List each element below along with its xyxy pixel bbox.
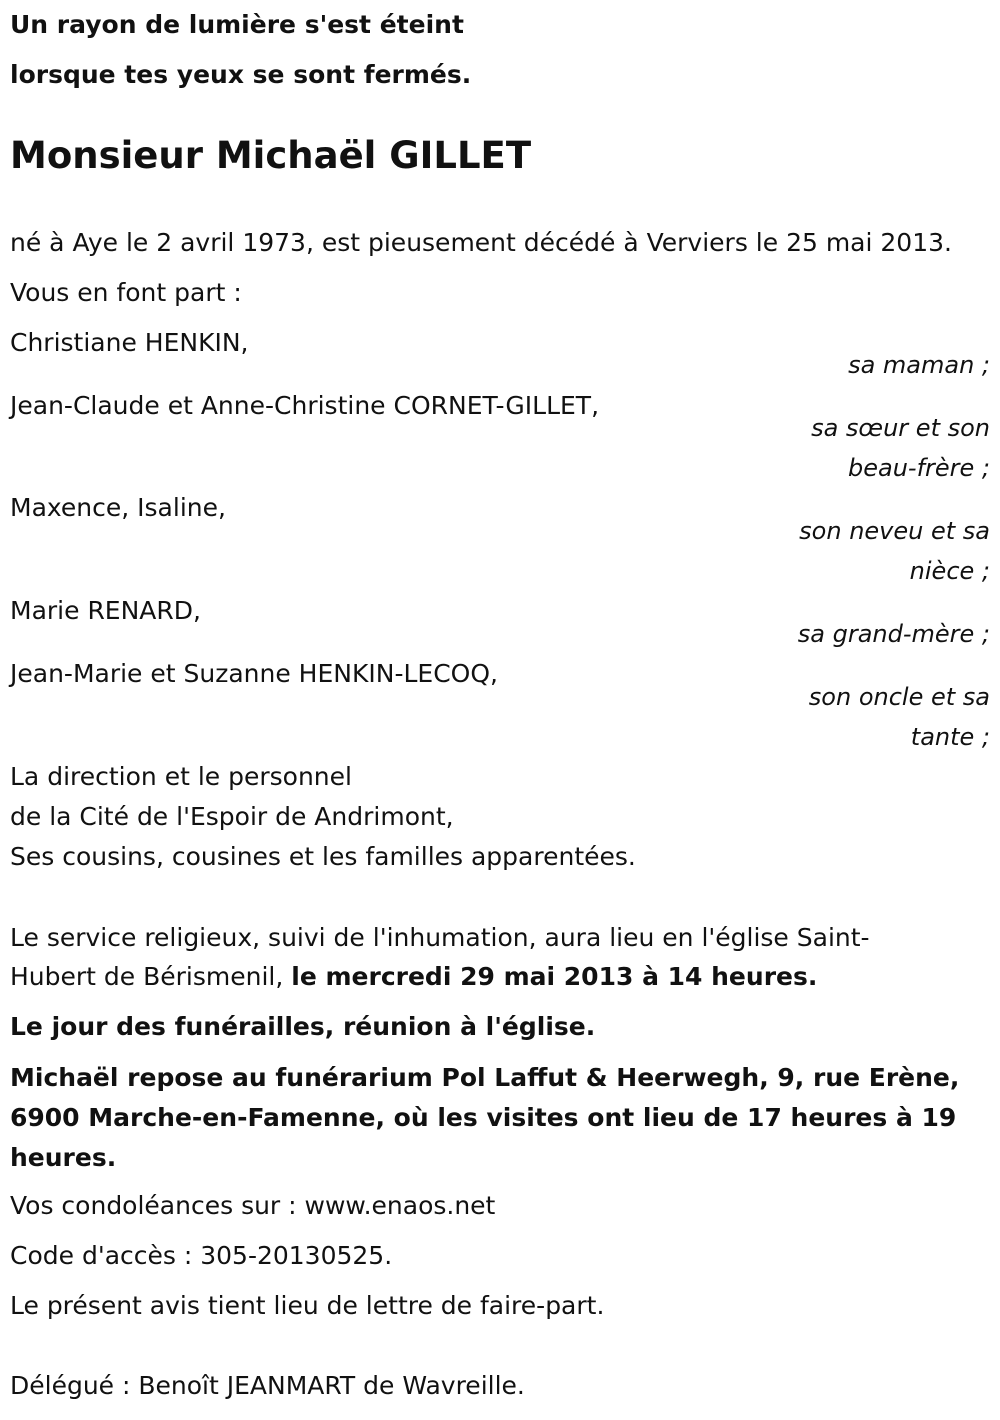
others-line: Ses cousins, cousines et les familles apparentées. (10, 842, 636, 871)
family-relation: son neveu et sa (799, 517, 990, 545)
family-relation: son oncle et sa (808, 683, 990, 711)
service-line-2 (10, 962, 817, 992)
family-relation: sa maman ; (848, 351, 990, 379)
family-relation: nièce ; (909, 557, 990, 585)
family-relation: tante ; (910, 723, 990, 751)
reunion-line: Le jour des funérailles, réunion à l'église. (10, 1012, 596, 1041)
family-member-name: Marie RENARD, (10, 596, 201, 625)
others-line: de la Cité de l'Espoir de Andrimont, (10, 802, 454, 831)
delegate-line: Délégué : Benoît JEANMART de Wavreille. (10, 1371, 525, 1400)
repose-line: Michaël repose au funérarium Pol Laffut & Heerwegh, 9, rue Erène, (10, 1063, 960, 1092)
family-member-name: Christiane HENKIN, (10, 328, 249, 357)
service-place: Hubert de Bérismenil, (10, 962, 292, 991)
condolences-line: Vos condoléances sur : www.enaos.net (10, 1191, 496, 1220)
deceased-name: Monsieur Michaël GILLET (10, 134, 532, 177)
announce-line: Vous en font part : (10, 278, 242, 307)
verse-line-1: Un rayon de lumière s'est éteint (10, 10, 464, 39)
verse-line-2: lorsque tes yeux se sont fermés. (10, 60, 472, 89)
family-member-name: Jean-Marie et Suzanne HENKIN-LECOQ, (10, 659, 498, 688)
service-date: le mercredi 29 mai 2013 à 14 heures. (291, 962, 818, 991)
access-code-line: Code d'accès : 305-20130525. (10, 1241, 393, 1270)
repose-line: heures. (10, 1143, 117, 1172)
notice-line: Le présent avis tient lieu de lettre de faire-part. (10, 1291, 605, 1320)
others-line: La direction et le personnel (10, 762, 352, 791)
family-member-name: Maxence, Isaline, (10, 493, 226, 522)
family-relation: sa grand-mère ; (797, 620, 990, 648)
birth-death-line: né à Aye le 2 avril 1973, est pieusement décédé à Verviers le 25 mai 2013. (10, 228, 952, 257)
family-relation: beau-frère ; (847, 454, 990, 482)
repose-line: 6900 Marche-en-Famenne, où les visites ont lieu de 17 heures à 19 (10, 1103, 957, 1132)
family-relation: sa sœur et son (811, 414, 990, 442)
family-member-name: Jean-Claude et Anne-Christine CORNET-GILLET, (10, 391, 600, 420)
service-line-1: Le service religieux, suivi de l'inhumation, aura lieu en l'église Saint- (10, 923, 870, 952)
